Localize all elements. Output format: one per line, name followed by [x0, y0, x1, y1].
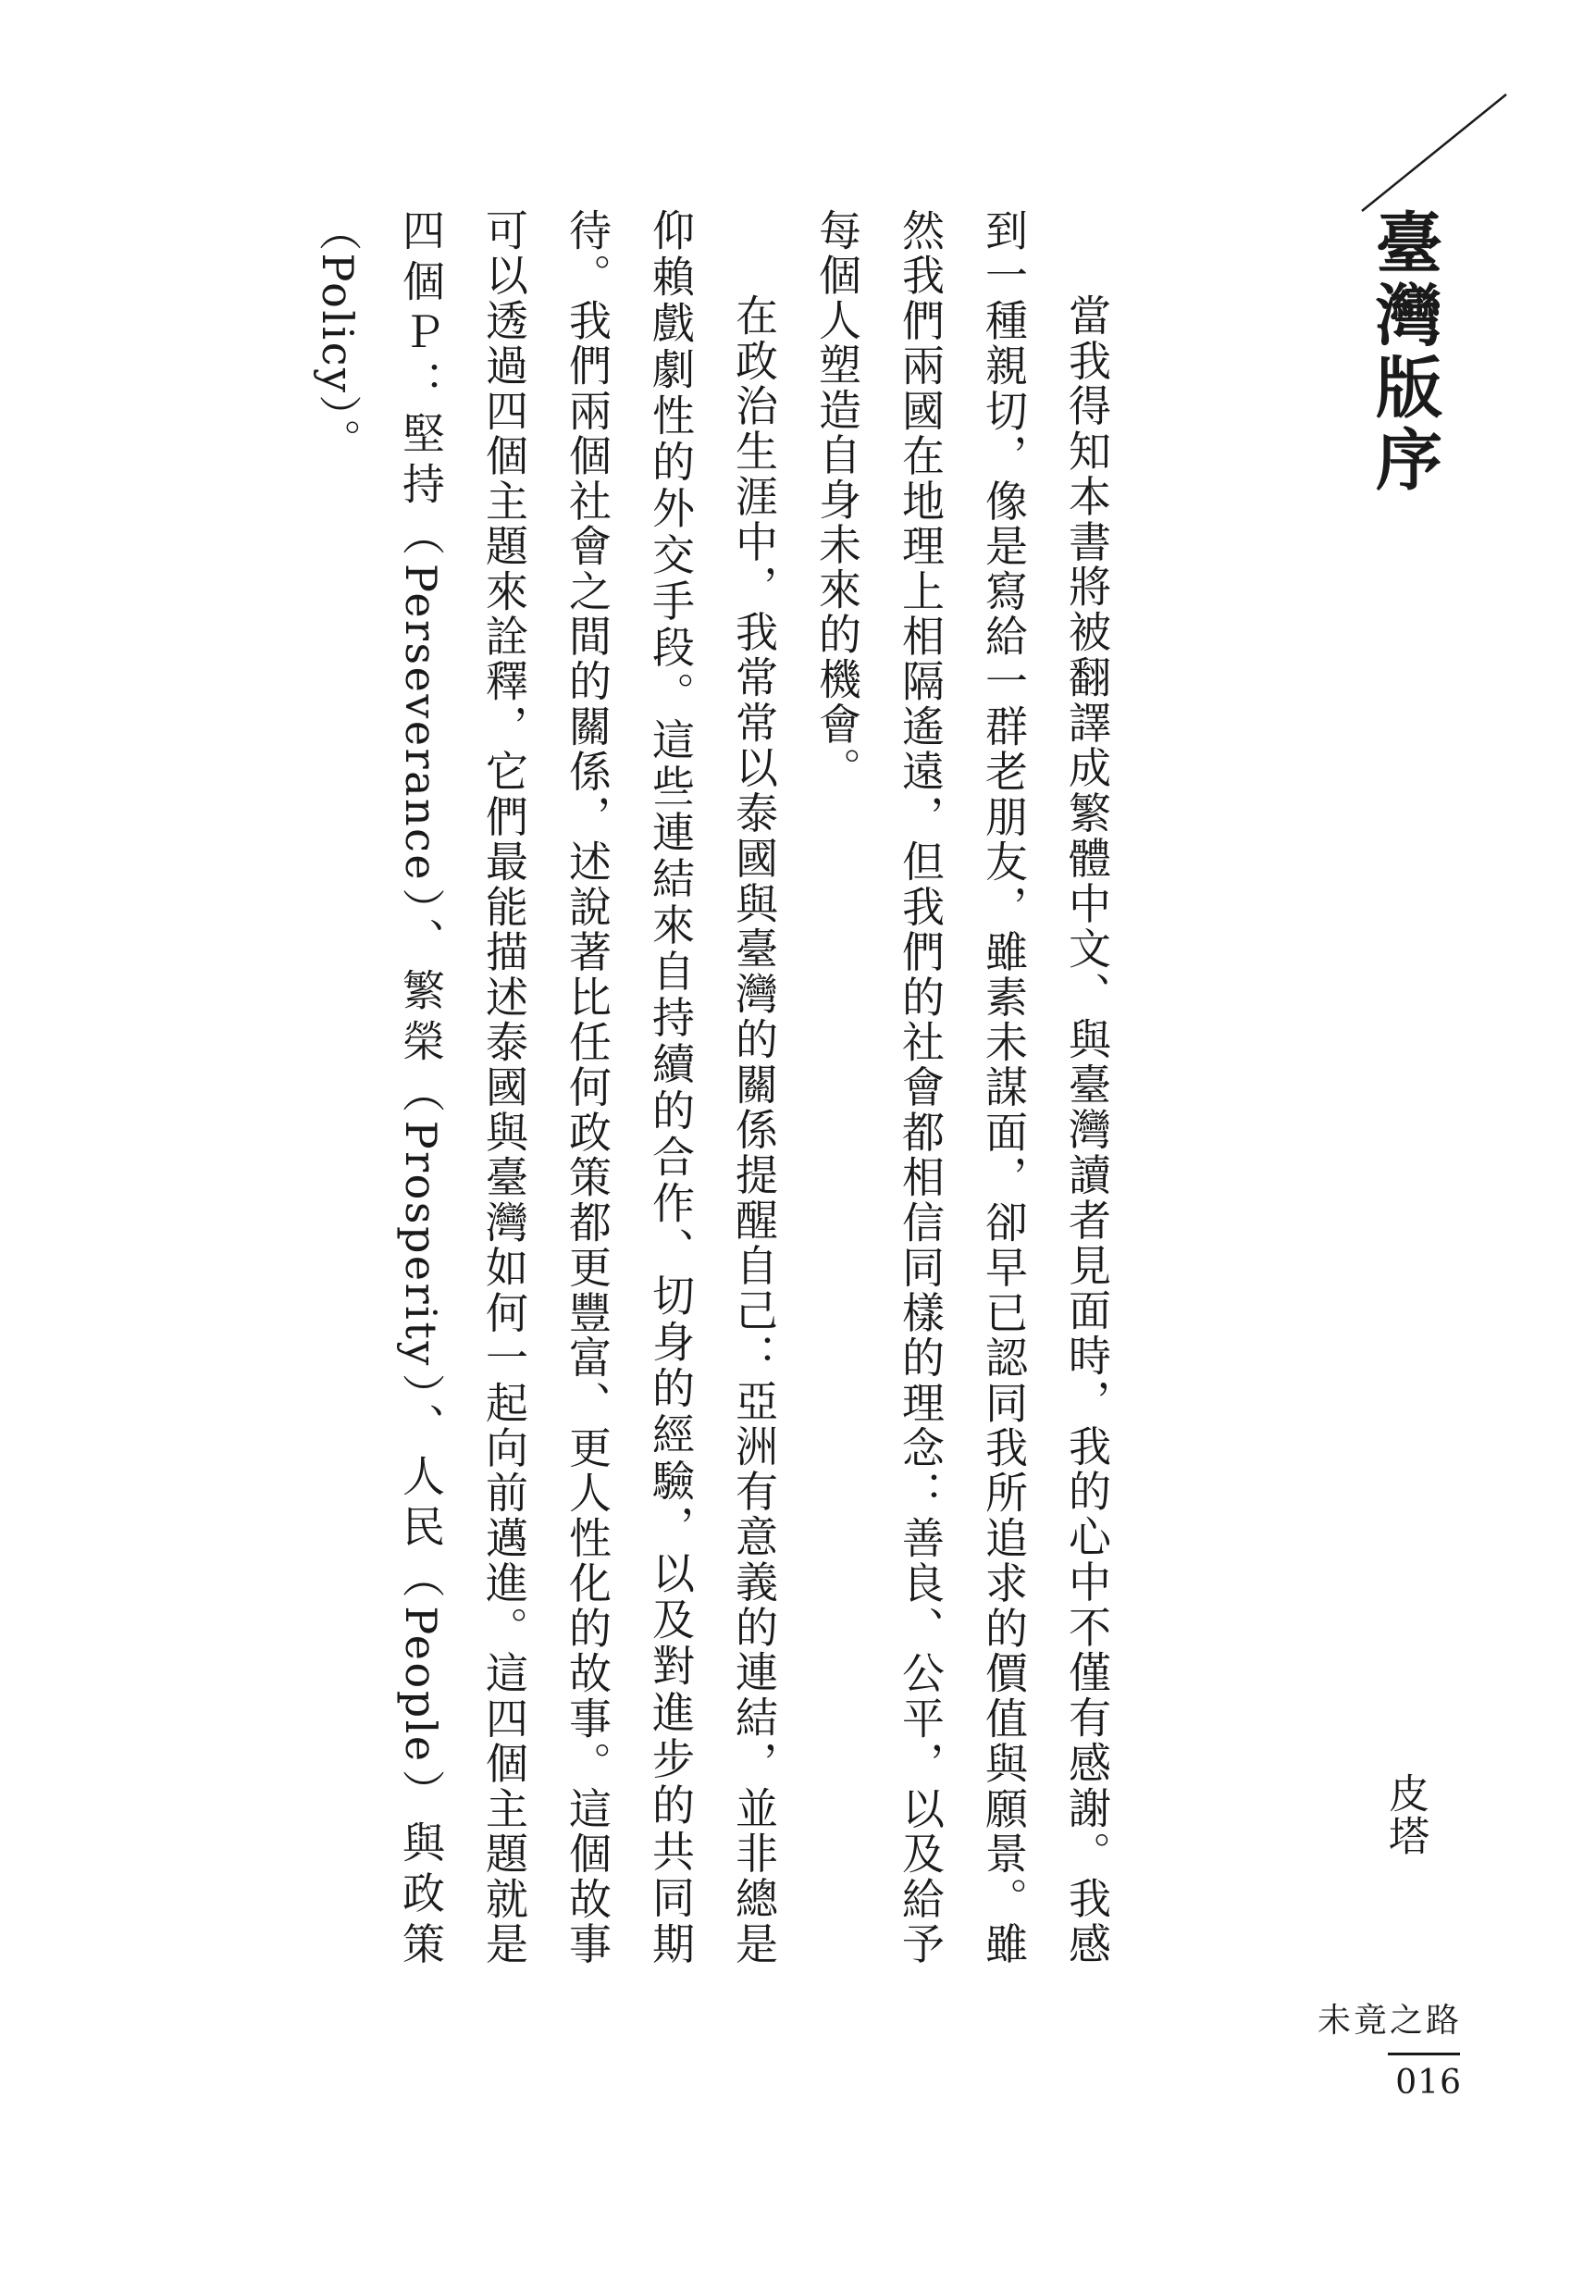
page-number: 016 [1395, 2064, 1462, 2102]
paragraph-2: 在政治生涯中，我常常以泰國與臺灣的關係提醒自己：亞洲有意義的連結，並非總是仰賴戲劇性的外交手段。這些連結來自持續的合作、切身的經驗，以及對進步的共同期待。我們兩個社會之間的關係，述說著比任何政策都更豐富、更人性化的故事。這個故事可以透過四個主題來詮釋，它們最能描述泰國與臺灣如何一起向前邁進。這四個主題就是四個Ｐ：堅持（Perseverance）、繁榮（Prosperity）、人民（People）與政策（Policy）。 [313, 208, 779, 1967]
running-book-title: 未竟之路 [1317, 2002, 1462, 2040]
body-text [315, 208, 1129, 1967]
section-title: 臺灣版序 [1365, 208, 1443, 497]
decorative-diagonal-line [1360, 93, 1508, 213]
footer-rule [1388, 2053, 1460, 2055]
paragraph-1: 當我得知本書將被翻譯成繁體中文、與臺灣讀者見面時，我的心中不僅有感謝。我感到一種親切，像是寫給一群老朋友，雖素未謀面，卻早已認同我所追求的價值與願景。雖然我們兩國在地理上相隔遙遠，但我們的社會都相信同樣的理念：善良、公平，以及給予每個人塑造自身未來的機會。 [812, 208, 1112, 1967]
author-name: 皮塔 [1381, 1772, 1429, 1857]
